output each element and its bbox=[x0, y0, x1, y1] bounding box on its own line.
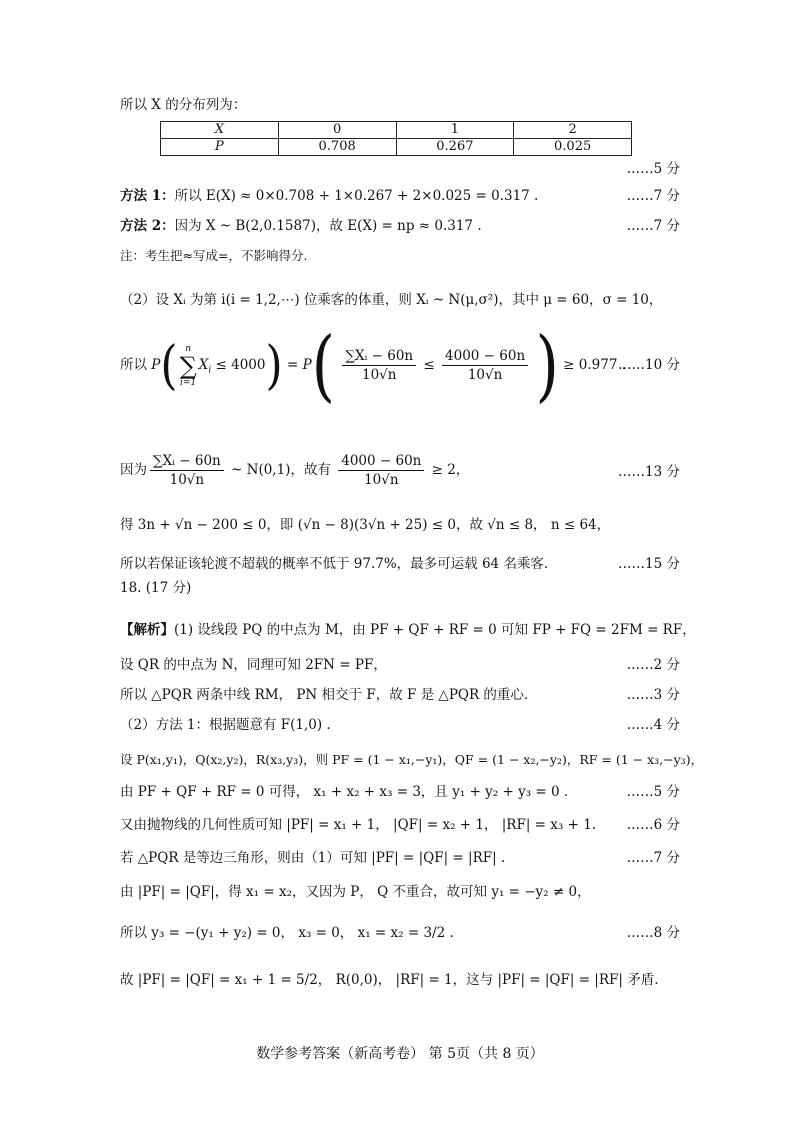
solve-line: 得 3n + √n − 200 ≤ 0，即 (√n − 8)(3√n + 25) ≤ 0，故 √n ≤ 8， n ≤ 64， bbox=[120, 517, 611, 533]
probability-equation: 所以 P( n ∑ i=1 $X_i \le 4000) = P$( $\frac{\text{∑Xᵢ − 60n}}{10√n}$ ≤ $\frac{4000 - 60n}{10√n}$ ) ≥ 0.977 . bbox=[120, 320, 626, 411]
analysis-text-1: (1) 设线段 PQ 的中点为 M，由 PF + QF + RF = 0 可知 FP + FQ = 2FM = RF， bbox=[174, 622, 696, 638]
intro-text: 所以 X 的分布列为： bbox=[120, 97, 247, 113]
score-mark: ……7 分 bbox=[626, 850, 680, 866]
table-cell: 0.708 bbox=[278, 139, 396, 156]
table-cell: 0.267 bbox=[396, 139, 514, 156]
eq1-lead: 所以 bbox=[120, 357, 147, 373]
method-2-text: 因为 X ~ B(2,0.1587)，故 E(X) = np ≈ 0.317 . bbox=[174, 218, 482, 234]
note-text: 注：考生把≈写成=，不影响得分. bbox=[120, 248, 308, 263]
score-mark: ……5 分 bbox=[626, 161, 680, 177]
method-1-line bbox=[120, 186, 538, 206]
score-mark: ……13 分 bbox=[618, 464, 680, 480]
analysis-line-6: 由 PF + QF + RF = 0 可得， x₁ + x₂ + x₃ = 3，且 y₁ + y₂ + y₃ = 0 . bbox=[120, 784, 569, 800]
score-mark: ……10 分 bbox=[618, 357, 680, 373]
part-2-intro: （2）设 Xᵢ 为第 i(i = 1,2,⋯) 位乘客的体重，则 Xᵢ ~ N(μ,σ²)，其中 μ = 60，σ = 10， bbox=[120, 292, 663, 308]
analysis-line-8: 若 △PQR 是等边三角形，则由（1）可知 |PF| = |QF| = |RF| . bbox=[120, 850, 506, 866]
analysis-line-2: 设 QR 的中点为 N，同理可知 2FN = PF， bbox=[120, 657, 387, 673]
eq2-left-fraction: $\frac{\text{∑Xᵢ − 60n}}{10√n}$ bbox=[150, 452, 224, 489]
analysis-line-9: 由 |PF| = |QF|，得 x₁ = x₂，又因为 P， Q 不重合，故可知 y₁ = −y₂ ≠ 0， bbox=[120, 884, 591, 900]
score-mark: ……15 分 bbox=[618, 556, 680, 572]
eq2-right-fraction: $\frac{4000 - 60n}{10√n}$ bbox=[338, 452, 424, 489]
page-footer: 数学参考答案（新高考卷） 第 5页（共 8 页） bbox=[256, 1046, 544, 1062]
eq2-tail: ≥ 2， bbox=[431, 462, 470, 478]
eq1-left-fraction: $\frac{\text{∑Xᵢ − 60n}}{10√n}$ bbox=[342, 347, 416, 384]
table-cell: 0 bbox=[278, 122, 396, 139]
method-1-text: 所以 E(X) ≈ 0×0.708 + 1×0.267 + 2×0.025 = 0.317 . bbox=[174, 188, 539, 204]
analysis-line-4: （2）方法 1：根据题意有 F(1,0) . bbox=[120, 717, 331, 733]
normal-equation bbox=[120, 445, 469, 495]
table-cell: X bbox=[161, 122, 279, 139]
score-mark: ……7 分 bbox=[626, 188, 680, 204]
score-mark: ……6 分 bbox=[626, 817, 680, 833]
score-mark: ……2 分 bbox=[626, 657, 680, 673]
distribution-table bbox=[160, 121, 632, 156]
table-cell: P bbox=[161, 139, 279, 156]
analysis-line-11: 故 |PF| = |QF| = x₁ + 1 = 5/2， R(0,0)， |RF| = 1，这与 |PF| = |QF| = |RF| 矛盾. bbox=[120, 972, 659, 988]
method-1-label: 方法 1： bbox=[120, 188, 175, 204]
analysis-line-7: 又由抛物线的几何性质可知 |PF| = x₁ + 1， |QF| = x₂ + 1， |RF| = x₃ + 1. bbox=[120, 817, 597, 833]
analysis-label: 【解析】 bbox=[120, 622, 174, 638]
analysis-line-3: 所以 △PQR 两条中线 RM， PN 相交于 F，故 F 是 △PQR 的重心. bbox=[120, 687, 529, 703]
score-mark: ……4 分 bbox=[626, 717, 680, 733]
score-mark: ……7 分 bbox=[626, 218, 680, 234]
method-2-line bbox=[120, 216, 482, 236]
eq2-mid: ~ N(0,1)，故有 bbox=[231, 462, 331, 478]
analysis-line-5: 设 P(x₁,y₁)，Q(x₂,y₂)，R(x₃,y₃)，则 PF = (1 − x₁,−y₁)，QF = (1 − x₂,−y₂)，RF = (1 − x₃,−y₃)， bbox=[120, 752, 704, 767]
analysis-line-1 bbox=[120, 620, 696, 640]
eq1-ineq: ≤ 4000 bbox=[215, 357, 266, 373]
conclusion-text: 所以若保证该轮渡不超载的概率不低于 97.7%，最多可运载 64 名乘客. bbox=[120, 556, 549, 572]
eq1-right-fraction: $\frac{4000 - 60n}{10√n}$ bbox=[442, 347, 528, 384]
eq1-tail: ≥ 0.977 . bbox=[563, 357, 626, 373]
score-mark: ……5 分 bbox=[626, 784, 680, 800]
table-cell: 0.025 bbox=[514, 139, 632, 156]
analysis-line-10: 所以 y₃ = −(y₁ + y₂) = 0， x₃ = 0， x₁ = x₂ = 3/2 . bbox=[120, 925, 454, 941]
eq2-lead: 因为 bbox=[120, 462, 147, 478]
score-mark: ……8 分 bbox=[626, 925, 680, 941]
table-cell: 1 bbox=[396, 122, 514, 139]
method-2-label: 方法 2： bbox=[120, 218, 175, 234]
question-18-heading: 18. (17 分) bbox=[120, 580, 192, 596]
table-row bbox=[161, 139, 632, 156]
table-cell: 2 bbox=[514, 122, 632, 139]
score-mark: ……3 分 bbox=[626, 687, 680, 703]
table-row bbox=[161, 122, 632, 139]
